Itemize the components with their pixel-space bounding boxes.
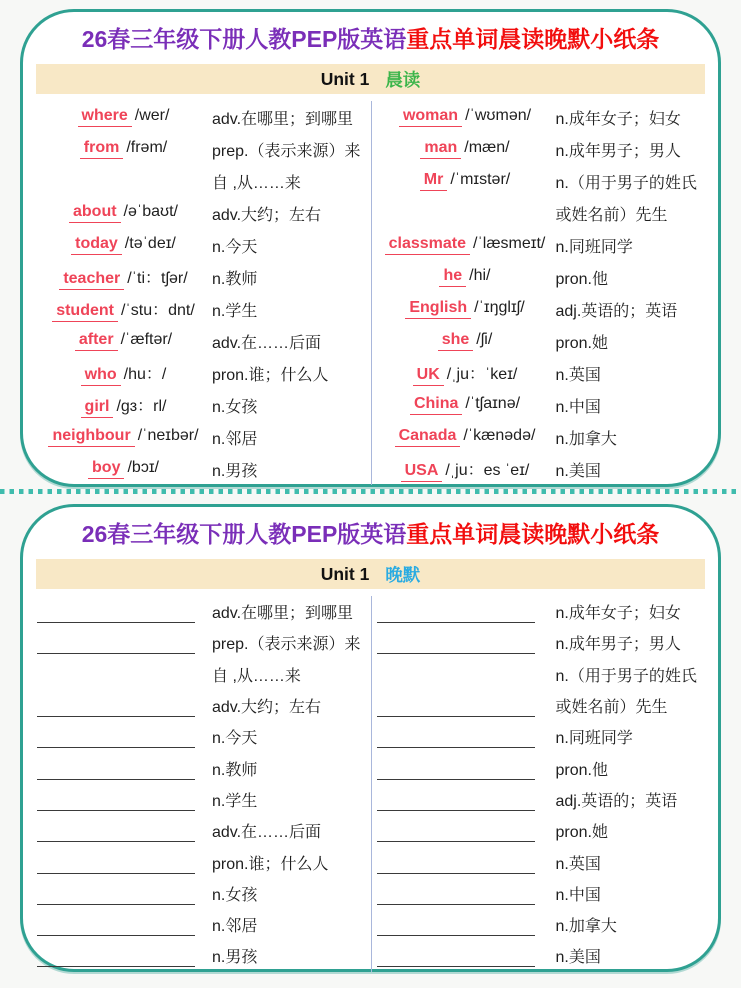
vocab-meaning: n.（用于男子的姓氏 — [555, 174, 697, 192]
dotted-cut-divider — [0, 489, 741, 494]
vocab-columns-morning — [37, 101, 704, 485]
answer-cell — [37, 694, 210, 717]
panel-morning-reading — [20, 9, 721, 487]
vocab-row — [37, 389, 371, 421]
vocab-word: boy — [88, 459, 124, 479]
word-cell — [377, 395, 554, 415]
vocab-row — [37, 165, 371, 197]
vocab-meaning: n.男孩 — [212, 462, 258, 480]
vocab-meaning: n.今天 — [212, 730, 258, 748]
vocab-word: who — [81, 366, 121, 386]
vocab-row — [37, 229, 371, 261]
vocab-word: man — [420, 139, 461, 159]
vocab-meaning: pron.谁；什么人 — [212, 855, 329, 873]
vocab-meaning: adj.英语的；英语 — [555, 302, 678, 320]
answer-cell — [37, 725, 210, 748]
answer-cell — [377, 851, 554, 874]
vocab-row — [377, 101, 705, 133]
word-cell — [377, 171, 554, 191]
vocab-row — [37, 357, 371, 389]
unit-header-morning — [36, 64, 705, 94]
session-label-evening: 晚默 — [385, 564, 421, 585]
answer-cell — [377, 819, 554, 842]
vocab-word: USA — [401, 462, 443, 482]
vocab-meaning: adj.英语的；英语 — [555, 792, 678, 810]
answer-cell — [37, 913, 210, 936]
vocab-meaning: pron.谁；什么人 — [212, 366, 329, 384]
answer-cell — [37, 944, 210, 967]
word-cell — [377, 107, 554, 127]
vocab-phonetic: /ʃi/ — [476, 331, 493, 348]
answer-cell — [377, 694, 554, 717]
vocab-meaning: n.学生 — [212, 792, 258, 810]
vocab-meaning: n.中国 — [555, 886, 601, 904]
vocab-row — [377, 293, 705, 325]
answer-blank-line — [37, 944, 195, 967]
vocab-row — [377, 909, 705, 940]
vocab-columns-evening — [37, 596, 704, 972]
vocab-phonetic: /ˌju：es ˈeɪ/ — [445, 461, 530, 479]
vocab-phonetic: /əˈbaʊt/ — [123, 203, 178, 220]
answer-column-right — [371, 596, 705, 972]
vocab-word: he — [439, 267, 466, 287]
vocab-phonetic: /ˈti：tʃər/ — [127, 269, 188, 287]
word-cell — [377, 331, 554, 351]
vocab-meaning: n.今天 — [212, 238, 258, 256]
vocab-row — [377, 229, 705, 261]
word-cell — [37, 361, 210, 386]
vocab-row — [377, 690, 705, 721]
vocab-meaning: n.英国 — [555, 855, 601, 873]
vocab-meaning: n.成年男子；男人 — [555, 636, 681, 654]
answer-blank-line — [377, 788, 535, 811]
vocab-row — [377, 721, 705, 752]
answer-blank-line — [37, 757, 195, 780]
vocab-meaning: prep.（表示来源）来 — [212, 636, 361, 654]
answer-column-left — [37, 596, 371, 972]
vocab-row — [37, 784, 371, 815]
answer-blank-line — [37, 851, 195, 874]
vocab-row — [377, 389, 705, 421]
word-cell — [37, 331, 210, 351]
vocab-meaning: n.加拿大 — [555, 918, 617, 936]
vocab-meaning: n.男孩 — [212, 949, 258, 967]
answer-cell — [377, 725, 554, 748]
vocab-meaning: 或姓名前）先生 — [555, 699, 668, 717]
vocab-row — [377, 846, 705, 877]
vocab-meaning: n.成年男子；男人 — [555, 142, 681, 160]
unit-header-evening — [36, 559, 705, 589]
vocab-meaning: adv.在哪里；到哪里 — [212, 605, 354, 623]
vocab-phonetic: /ˈkænədə/ — [463, 427, 536, 444]
vocab-meaning: n.同班同学 — [555, 730, 633, 748]
vocab-phonetic: /ˈwʊmən/ — [465, 107, 532, 124]
word-cell — [377, 139, 554, 159]
vocab-row — [37, 815, 371, 846]
vocab-row — [37, 846, 371, 877]
word-cell — [37, 139, 210, 159]
vocab-phonetic: /wer/ — [134, 107, 170, 124]
answer-blank-line — [37, 819, 195, 842]
vocab-row — [377, 627, 705, 658]
vocab-meaning: 自 ,从……来 — [212, 667, 301, 685]
word-cell — [377, 361, 554, 386]
vocab-column-right — [371, 101, 705, 485]
vocab-phonetic: /frəm/ — [126, 139, 168, 156]
answer-cell — [377, 882, 554, 905]
vocab-meaning: pron.她 — [555, 824, 608, 842]
vocab-row — [37, 197, 371, 229]
word-cell — [37, 393, 210, 418]
answer-cell — [377, 944, 554, 967]
vocab-meaning: n.邻居 — [212, 430, 258, 448]
vocab-word: China — [410, 395, 462, 415]
vocab-meaning: n.教师 — [212, 761, 258, 779]
vocab-phonetic: /təˈdeɪ/ — [124, 235, 176, 252]
answer-blank-line — [37, 882, 195, 905]
page-title — [23, 24, 718, 55]
vocab-meaning: n.女孩 — [212, 398, 258, 416]
vocab-row — [377, 197, 705, 229]
vocab-row — [377, 878, 705, 909]
unit-label: Unit 1 — [320, 563, 370, 584]
vocab-phonetic: /ˈstu：dnt/ — [120, 301, 195, 319]
vocab-meaning: adv.在……后面 — [212, 334, 322, 352]
vocab-word: from — [80, 139, 124, 159]
word-cell — [37, 459, 210, 479]
answer-cell — [37, 788, 210, 811]
vocab-row — [37, 627, 371, 658]
vocab-row — [377, 752, 705, 783]
vocab-row — [37, 659, 371, 690]
vocab-word: woman — [399, 107, 462, 127]
vocab-meaning: n.美国 — [555, 462, 601, 480]
answer-blank-line — [377, 882, 535, 905]
vocab-meaning: adv.大约；左右 — [212, 699, 322, 717]
vocab-word: Mr — [420, 171, 448, 191]
vocab-phonetic: /hi/ — [469, 267, 491, 284]
title-red-segment: 重点单词晨读晚默小纸条 — [406, 521, 660, 547]
vocab-word: UK — [413, 366, 444, 386]
answer-blank-line — [377, 851, 535, 874]
vocab-meaning: adv.在哪里；到哪里 — [212, 110, 354, 128]
vocab-word: Canada — [395, 427, 461, 447]
vocab-column-left — [37, 101, 371, 485]
vocab-row — [377, 453, 705, 485]
vocab-row — [37, 940, 371, 971]
vocab-word: English — [405, 299, 471, 319]
vocab-meaning: prep.（表示来源）来 — [212, 142, 361, 160]
vocab-meaning: n.女孩 — [212, 886, 258, 904]
answer-blank-line — [377, 631, 535, 654]
page-title — [23, 519, 718, 550]
vocab-row — [377, 940, 705, 971]
vocab-meaning: n.成年女子；妇女 — [555, 110, 681, 128]
vocab-meaning: n.英国 — [555, 366, 601, 384]
vocab-word: classmate — [385, 235, 470, 255]
vocab-phonetic: /ˈtʃaɪnə/ — [465, 395, 521, 412]
vocab-row — [377, 133, 705, 165]
vocab-phonetic: /bɔɪ/ — [127, 459, 159, 476]
vocab-meaning: n.（用于男子的姓氏 — [555, 667, 697, 685]
answer-blank-line — [37, 913, 195, 936]
vocab-meaning: adv.大约；左右 — [212, 206, 322, 224]
vocab-row — [37, 325, 371, 357]
vocab-row — [377, 421, 705, 453]
answer-cell — [377, 788, 554, 811]
vocab-row — [37, 690, 371, 721]
vocab-row — [377, 784, 705, 815]
vocab-row — [377, 659, 705, 690]
vocab-row — [37, 133, 371, 165]
vocab-meaning: pron.他 — [555, 761, 608, 779]
vocab-row — [377, 261, 705, 293]
title-red-segment: 重点单词晨读晚默小纸条 — [406, 26, 660, 52]
answer-cell — [37, 882, 210, 905]
vocab-row — [377, 596, 705, 627]
vocab-phonetic: /gɜ：rl/ — [116, 397, 167, 415]
vocab-word: today — [71, 235, 122, 255]
answer-blank-line — [377, 944, 535, 967]
session-label-morning: 晨读 — [385, 69, 421, 90]
word-cell — [37, 427, 210, 447]
word-cell — [377, 267, 554, 287]
answer-blank-line — [377, 913, 535, 936]
answer-blank-line — [377, 819, 535, 842]
vocab-row — [37, 721, 371, 752]
vocab-meaning: n.成年女子；妇女 — [555, 605, 681, 623]
vocab-word: where — [78, 107, 132, 127]
vocab-meaning: n.同班同学 — [555, 238, 633, 256]
answer-blank-line — [37, 694, 195, 717]
vocab-meaning: pron.她 — [555, 334, 608, 352]
answer-blank-line — [37, 600, 195, 623]
panel-evening-dictation — [20, 504, 721, 972]
vocab-row — [377, 357, 705, 389]
answer-blank-line — [377, 725, 535, 748]
answer-cell — [377, 757, 554, 780]
vocab-word: girl — [81, 398, 114, 418]
word-cell — [377, 457, 554, 482]
vocab-word: student — [52, 302, 118, 322]
answer-cell — [37, 757, 210, 780]
vocab-meaning: 或姓名前）先生 — [555, 206, 668, 224]
title-purple-segment: 26春三年级下册人教PEP版英语 — [81, 521, 407, 547]
vocab-meaning: n.教师 — [212, 270, 258, 288]
vocab-phonetic: /mæn/ — [464, 139, 510, 156]
vocab-row — [37, 752, 371, 783]
answer-cell — [377, 913, 554, 936]
vocab-phonetic: /ˈmɪstər/ — [450, 171, 511, 188]
answer-cell — [377, 631, 554, 654]
vocab-row — [37, 261, 371, 293]
vocab-phonetic: /ˈɪŋglɪʃ/ — [474, 299, 525, 316]
word-cell — [377, 299, 554, 319]
word-cell — [377, 235, 554, 255]
vocab-row — [37, 909, 371, 940]
answer-blank-line — [377, 694, 535, 717]
vocab-meaning: n.学生 — [212, 302, 258, 320]
answer-cell — [37, 851, 210, 874]
vocab-word: teacher — [59, 270, 124, 290]
word-cell — [37, 107, 210, 127]
vocab-row — [377, 165, 705, 197]
word-cell — [37, 265, 210, 290]
vocab-word: neighbour — [48, 427, 134, 447]
word-cell — [37, 203, 210, 223]
vocab-row — [37, 293, 371, 325]
vocab-row — [37, 878, 371, 909]
answer-cell — [37, 819, 210, 842]
vocab-row — [37, 596, 371, 627]
vocab-row — [37, 421, 371, 453]
word-cell — [37, 235, 210, 255]
answer-blank-line — [377, 757, 535, 780]
vocab-phonetic: /ˌju：ˈkeɪ/ — [446, 365, 518, 383]
vocab-phonetic: /hu：/ — [123, 365, 167, 383]
vocab-phonetic: /ˈæftər/ — [120, 331, 173, 348]
answer-cell — [377, 600, 554, 623]
unit-label: Unit 1 — [320, 68, 370, 89]
vocab-row — [377, 815, 705, 846]
vocab-meaning: pron.他 — [555, 270, 608, 288]
vocab-meaning: adv.在……后面 — [212, 824, 322, 842]
vocab-phonetic: /ˈlæsmeɪt/ — [473, 235, 546, 252]
vocab-meaning: n.加拿大 — [555, 430, 617, 448]
vocab-word: she — [438, 331, 474, 351]
answer-blank-line — [37, 631, 195, 654]
vocab-meaning: n.中国 — [555, 398, 601, 416]
vocab-meaning: n.邻居 — [212, 918, 258, 936]
title-purple-segment: 26春三年级下册人教PEP版英语 — [81, 26, 407, 52]
vocab-row — [37, 101, 371, 133]
vocab-meaning: n.美国 — [555, 949, 601, 967]
vocab-meaning: 自 ,从……来 — [212, 174, 301, 192]
vocab-phonetic: /ˈneɪbər/ — [137, 427, 199, 444]
answer-blank-line — [37, 725, 195, 748]
vocab-word: after — [75, 331, 118, 351]
word-cell — [377, 427, 554, 447]
answer-cell — [37, 631, 210, 654]
word-cell — [37, 297, 210, 322]
answer-cell — [37, 600, 210, 623]
answer-blank-line — [377, 600, 535, 623]
vocab-row — [37, 453, 371, 485]
vocab-row — [377, 325, 705, 357]
vocab-word: about — [69, 203, 121, 223]
answer-blank-line — [37, 788, 195, 811]
